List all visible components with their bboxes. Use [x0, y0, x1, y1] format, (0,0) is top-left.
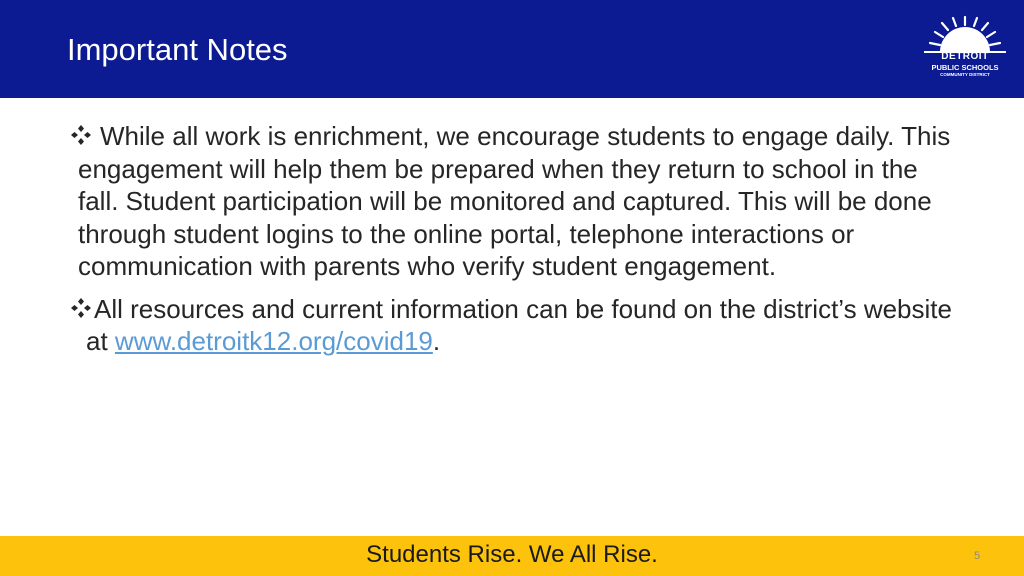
bullet-item-resources [70, 293, 960, 358]
footer-tagline: Students Rise. We All Rise. [366, 541, 658, 568]
logo-line-community-district: COMMUNITY DISTRICT [940, 72, 990, 77]
logo-line-public-schools: PUBLIC SCHOOLS [931, 63, 999, 72]
covid19-website-link[interactable]: www.detroitk12.org/covid19 [114, 326, 433, 356]
diamond-bullet-icon [70, 297, 92, 319]
notes-content [70, 120, 960, 368]
logo-line-detroit: DETROIT [941, 51, 989, 62]
rising-sun-icon [918, 14, 1012, 54]
bullet-text-resources: All resources and current information can be found on the district’s website at [86, 293, 952, 356]
bullet-text-period: . [432, 326, 441, 356]
district-logo [918, 14, 1012, 84]
slide-title: Important Notes [67, 32, 288, 67]
page-number: 5 [973, 550, 981, 562]
bullet-item-engagement [70, 120, 960, 283]
bullet-text-engagement: While all work is enrichment, we encourage students to engage daily. This engagement will help them be prepared when they return to school in the fall. Student participation will be monitored and captured. This will be done through student logins to the online portal, telephone interactions or communication with parents who verify student engagement. [78, 121, 951, 281]
diamond-bullet-icon [70, 124, 92, 146]
